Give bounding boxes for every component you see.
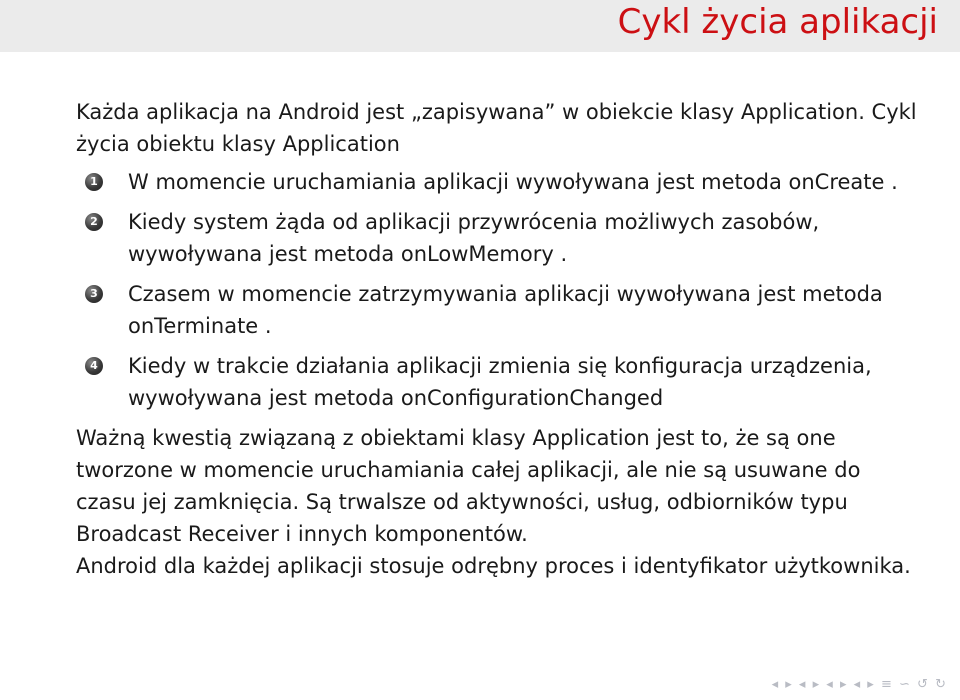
body-paragraph: Android dla każdej aplikacji stosuje odrębny proces i identyfikator użytkownika. (76, 554, 911, 578)
nav-toc-icon[interactable]: ≡ (880, 677, 892, 692)
number-bullet-icon: 3 (85, 285, 103, 303)
beamer-navigation (769, 677, 946, 692)
nav-next-section-icon[interactable]: ▸ (839, 677, 847, 692)
nav-prev-subsection-icon[interactable]: ◂ (798, 677, 806, 692)
nav-search-icon[interactable]: ∽ (899, 677, 910, 692)
list-item (90, 206, 926, 270)
list-item (90, 350, 926, 414)
list-item-text: Czasem w momencie zatrzymywania aplikacji wywoływana jest metoda onTerminate . (128, 282, 883, 338)
list-item-text: W momencie uruchamiania aplikacji wywoływana jest metoda onCreate . (128, 170, 898, 194)
list-item (90, 278, 926, 342)
number-bullet-icon: 4 (85, 357, 103, 375)
list-item-text: Kiedy w trakcie działania aplikacji zmienia się konfiguracja urządzenia, wywoływana jest metoda onConfigurationChanged (128, 354, 872, 410)
number-bullet-icon: 2 (85, 213, 103, 231)
list-item-text: Kiedy system żąda od aplikacji przywrócenia możliwych zasobów, wywoływana jest metoda onLowMemory . (128, 210, 820, 266)
nav-prev-frame-icon[interactable]: ◂ (771, 677, 779, 692)
nav-prev-section-icon[interactable]: ◂ (826, 677, 833, 692)
nav-prev-slide-icon[interactable]: ◂ (853, 677, 861, 692)
body-paragraph: Ważną kwestią związaną z obiektami klasy Application jest to, że są one tworzone w momencie uruchamiania całej aplikacji, ale nie są usuwane do czasu jej zamknięcia. Są trwalsze od aktywności, usług, odbiorników typu Broadcast Receiver i innych komponentów. (76, 426, 861, 546)
nav-next-frame-icon[interactable]: ▸ (785, 677, 792, 692)
nav-forward-icon[interactable]: ↻ (935, 677, 946, 692)
lifecycle-list (76, 166, 926, 414)
nav-next-subsection-icon[interactable]: ▸ (812, 677, 820, 692)
intro-paragraph: Każda aplikacja na Android jest „zapisywana” w obiekcie klasy Application. Cykl życia obiektu klasy Application (76, 100, 917, 156)
nav-back-icon[interactable]: ↺ (917, 677, 928, 692)
number-bullet-icon: 1 (85, 173, 103, 191)
slide-title: Cykl życia aplikacji (617, 2, 938, 42)
slide-header (0, 0, 960, 52)
list-item (90, 166, 926, 198)
slide-content (76, 96, 926, 582)
nav-next-slide-icon[interactable]: ▸ (867, 677, 874, 692)
